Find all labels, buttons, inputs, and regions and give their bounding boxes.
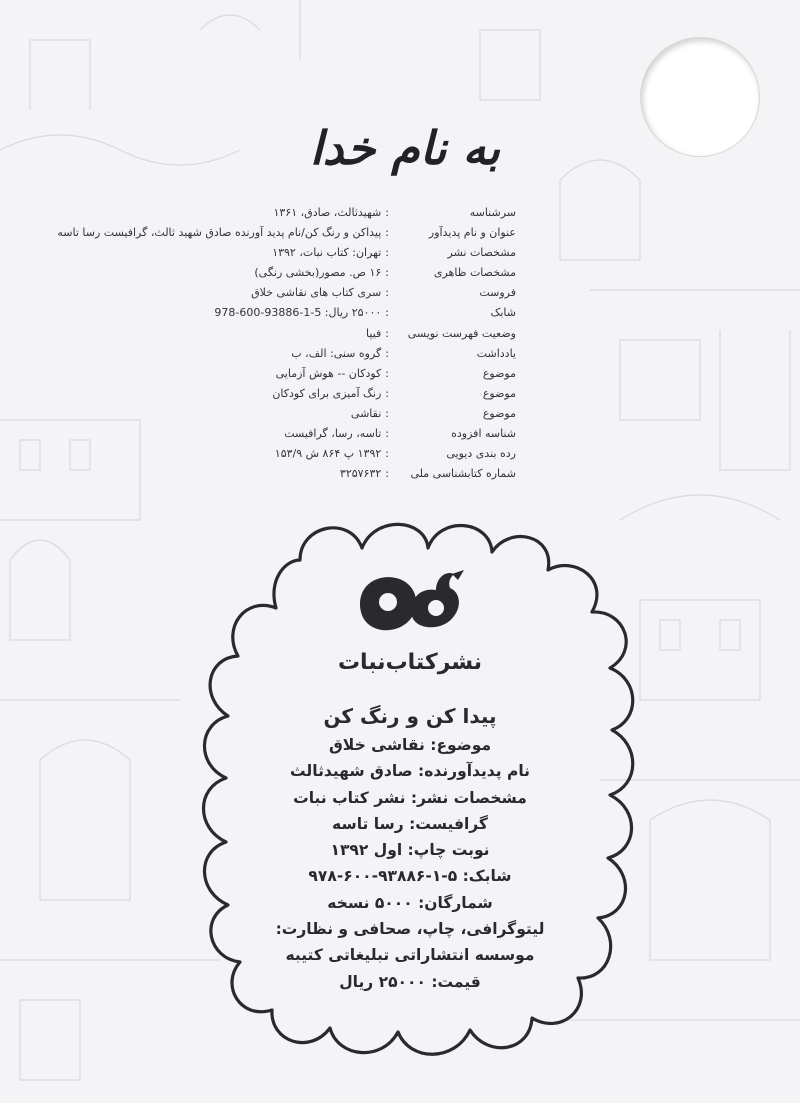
cip-colon: : bbox=[385, 226, 389, 240]
cip-label: موضوع bbox=[482, 406, 516, 420]
page-title: به نام خدا bbox=[309, 121, 501, 175]
cip-label: فروست bbox=[479, 286, 516, 300]
info-line: لیتوگرافی، چاپ، صحافی و نظارت: bbox=[275, 920, 545, 939]
cip-label: وضعیت فهرست نویسی bbox=[407, 326, 516, 340]
info-line: شابک: ۵-۱-۹۳۸۸۶-۶۰۰-۹۷۸ bbox=[308, 867, 512, 886]
cip-colon: : bbox=[385, 326, 389, 340]
info-line: مشخصات نشر: نشر کتاب نبات bbox=[293, 788, 527, 807]
cip-colon: : bbox=[385, 246, 389, 260]
cip-value-text: تهران: کتاب نبات، ۱۳۹۲ bbox=[272, 246, 382, 260]
cip-value-text: گروه سنی: الف، ب bbox=[291, 346, 382, 360]
cip-value-text: تاسه، رسا، گرافیست bbox=[284, 427, 382, 441]
cip-value-text: پیداکن و رنگ کن/نام پدید آورنده صادق شهید ثالث، گرافیست رسا تاسه bbox=[57, 226, 382, 240]
cip-label: شناسه افزوده bbox=[451, 427, 516, 441]
cip-label: یادداشت bbox=[476, 346, 516, 360]
info-line: موسسه انتشاراتی تبلیغاتی کتیبه bbox=[285, 946, 535, 965]
cip-colon: : bbox=[385, 286, 389, 300]
cip-label: موضوع bbox=[482, 366, 516, 380]
info-line: گرافیست: رسا تاسه bbox=[332, 814, 488, 833]
cip-value-text: رنگ آمیزی برای کودکان bbox=[272, 386, 382, 400]
cip-colon: : bbox=[385, 266, 389, 280]
book-info bbox=[230, 700, 590, 995]
cip-value-text: فیپا bbox=[366, 326, 382, 340]
whale-bird-logo-icon bbox=[348, 566, 472, 636]
info-line: نام پدیدآورنده: صادق شهیدثالث bbox=[290, 762, 530, 781]
info-line: نوبت چاپ: اول ۱۳۹۲ bbox=[330, 841, 490, 860]
book-title: پیدا کن و رنگ کن bbox=[323, 704, 497, 728]
cip-colon: : bbox=[385, 406, 389, 420]
cip-label: رده بندی دیویی bbox=[446, 447, 516, 461]
cip-label: مشخصات نشر bbox=[447, 246, 516, 260]
cip-label: سرشناسه bbox=[469, 206, 516, 219]
cip-label: شماره کتابشناسی ملی bbox=[410, 467, 516, 481]
cip-value-text: ۲۵۰۰۰ ریال: 5-1-93886-600-978 bbox=[214, 306, 382, 320]
cip-value-text: نقاشی bbox=[350, 406, 382, 420]
cip-colon: : bbox=[385, 427, 389, 441]
cip-label: موضوع bbox=[482, 386, 516, 400]
cip-value-text: ۱۶ ص. مصور(بخشی رنگی) bbox=[254, 266, 382, 280]
cip-value-text: ۳۲۵۷۶۳۲ bbox=[339, 467, 382, 481]
cip-value-text: ۱۳۹۲ پ ۸۶۴ ش ۱۵۳/۹ bbox=[274, 447, 382, 461]
info-line: شمارگان: ۵۰۰۰ نسخه bbox=[327, 893, 493, 912]
cip-colon: : bbox=[385, 366, 389, 380]
cip-value-text: کودکان -- هوش آزمایی bbox=[275, 366, 382, 380]
cip-label: عنوان و نام پدیدآور bbox=[428, 226, 516, 240]
info-line: موضوع: نقاشی خلاق bbox=[328, 736, 492, 754]
cip-colon: : bbox=[385, 346, 389, 360]
info-line: قیمت: ۲۵۰۰۰ ریال bbox=[339, 972, 481, 991]
cip-value-text: سری کتاب های نقاشی خلاق bbox=[251, 286, 382, 300]
cip-value-text: شهیدثالث، صادق، ۱۳۶۱ bbox=[273, 206, 382, 219]
publisher-logo-text: نشرکتاب‌نبات bbox=[337, 650, 483, 675]
cip-colon: : bbox=[385, 206, 389, 219]
cip-colon: : bbox=[385, 447, 389, 461]
cip-label: شابک bbox=[490, 306, 516, 320]
cip-colon: : bbox=[385, 386, 389, 400]
cip-colon: : bbox=[385, 306, 389, 320]
cip-colon: : bbox=[385, 467, 389, 481]
cip-label: مشخصات ظاهری bbox=[433, 266, 516, 280]
